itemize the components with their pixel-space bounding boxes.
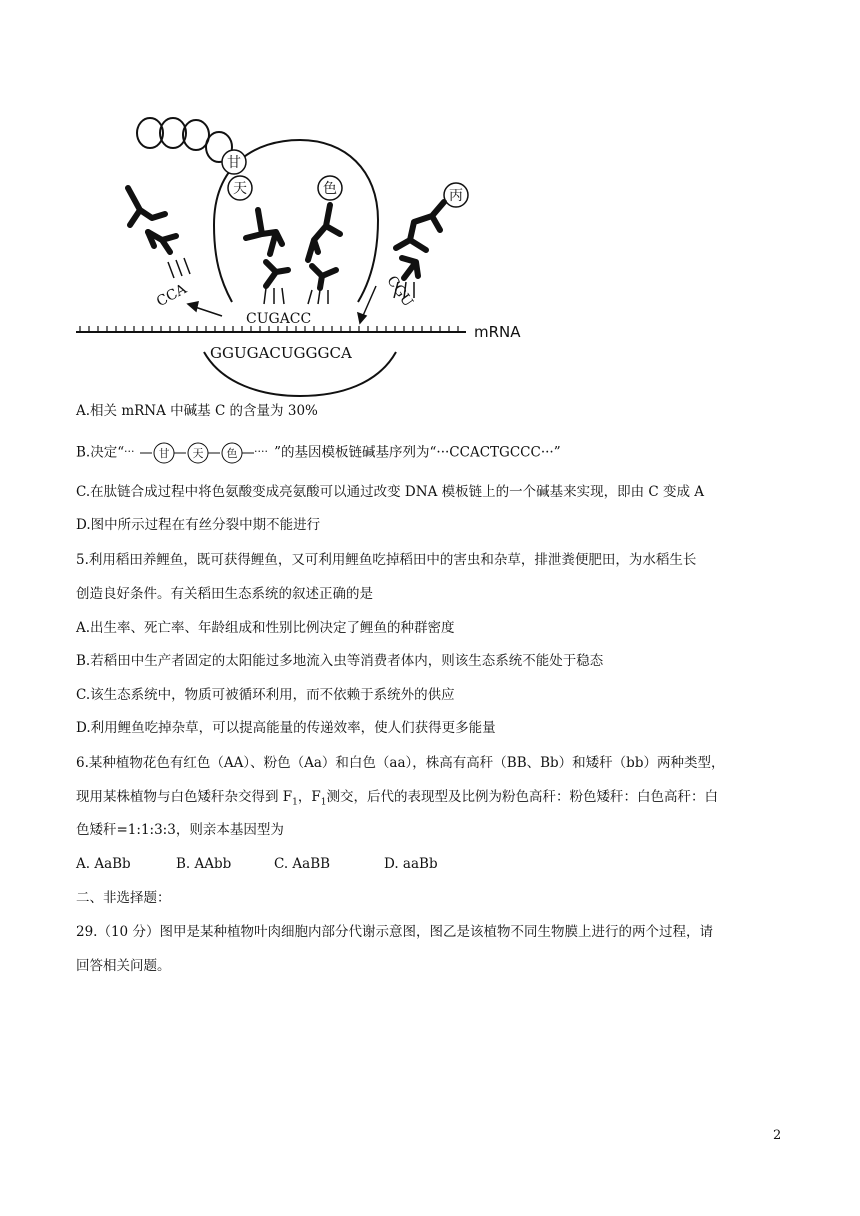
amino-acid-label: 色 [323, 181, 337, 197]
peptide-chain-inline [124, 442, 274, 464]
q4-option-d: D.图中所示过程在有丝分裂中期不能进行 [76, 517, 321, 533]
q4-option-a: A.相关 mRNA 中碱基 C 的含量为 30% [76, 403, 318, 419]
translation-diagram [60, 100, 540, 400]
q5-option-a: A.出生率、死亡率、年龄组成和性别比例决定了鲤鱼的种群密度 [76, 620, 455, 636]
codon-pair-label: CUGACC [246, 311, 312, 327]
q6-stem-line3: 色矮秆=1:1:3:3，则亲本基因型为 [76, 822, 284, 838]
q6-option: A. AaBb [76, 856, 131, 872]
q5-stem-line2: 创造良好条件。有关稻田生态系统的叙述正确的是 [76, 586, 373, 602]
q6-option: D. aaBb [384, 856, 438, 872]
amino-acid-label: 丙 [449, 188, 463, 204]
trna-middle-1 [246, 210, 288, 286]
q29-line2: 回答相关问题。 [76, 958, 171, 974]
svg-text:色: 色 [226, 447, 238, 460]
svg-text:甘: 甘 [158, 447, 170, 460]
q6-options [76, 854, 438, 874]
amino-acid-label: 甘 [227, 155, 241, 171]
section-title: 二、非选择题： [76, 890, 171, 906]
svg-text:···: ··· [124, 445, 135, 458]
mrna-label: mRNA [474, 323, 521, 341]
trna-right [396, 202, 444, 278]
page-number: 2 [773, 1128, 782, 1143]
anticodon-left: CCA [153, 281, 190, 311]
mrna-sequence: GGUGACUGGGCA [210, 344, 352, 362]
q5-option-c: C.该生态系统中，物质可被循环利用，而不依赖于系统外的供应 [76, 687, 455, 703]
q4-option-c: C.在肽链合成过程中将色氨酸变成亮氨酸可以通过改变 DNA 模板链上的一个碱基来实现，即由 C 变成 A [76, 484, 705, 500]
q4-option-b: B.决定“ ··· 甘 天 色 ···· ”的基因模板链碱基序列为“···CCACTGCCC···” [76, 442, 561, 464]
q29-line1: 29.（10 分）图甲是某种植物叶肉细胞内部分代谢示意图，图乙是该植物不同生物膜上进行的两个过程，请 [76, 924, 713, 940]
q5-option-b: B.若稻田中生产者固定的太阳能过多地流入虫等消费者体内，则该生态系统不能处于稳态 [76, 653, 604, 669]
q5-stem-line1: 5.利用稻田养鲤鱼，既可获得鲤鱼，又可利用鲤鱼吃掉稻田中的害虫和杂草，排泄粪便肥田，为水稻生长 [76, 552, 697, 568]
q5-option-d: D.利用鲤鱼吃掉杂草，可以提高能量的传递效率，使人们获得更多能量 [76, 720, 496, 736]
anticodon-right: CGU [383, 273, 416, 310]
q6-option: B. AAbb [176, 856, 232, 872]
q6-stem-line2: 现用某株植物与白色矮秆杂交得到 $F_1$，$F_1$测交，后代的表现型及比例为粉色高秆：粉色矮秆：白色高秆：白 [76, 789, 719, 808]
amino-acid-label: 天 [233, 181, 247, 197]
q6-stem-line1: 6.某种植物花色有红色（AA）、粉色（Aa）和白色（aa），株高有高秆（BB、Bb）和矮秆（bb）两种类型， [76, 755, 725, 771]
svg-text:天: 天 [192, 447, 204, 460]
trna-middle-2 [308, 205, 340, 288]
q6-option: C. AaBB [274, 856, 331, 872]
svg-text:····: ···· [254, 445, 269, 458]
